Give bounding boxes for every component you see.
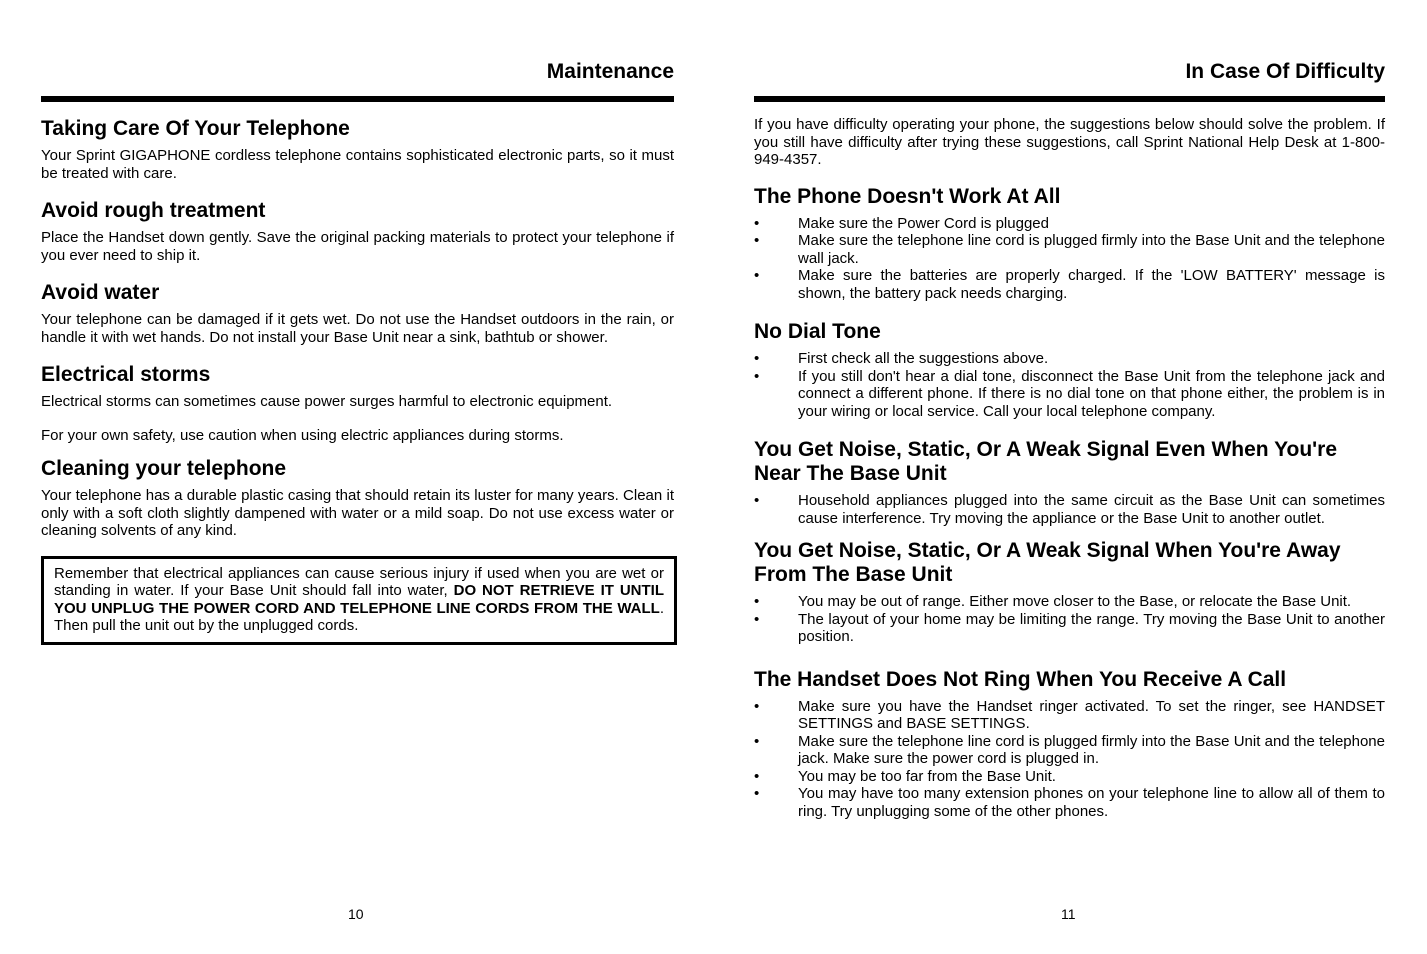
title-rule [41,96,674,102]
section-heading: Cleaning your telephone [41,457,287,480]
page-title: Maintenance [546,60,674,83]
bullet-list [754,593,1385,646]
bullet-icon: • [754,610,760,628]
list-item: • The layout of your home may be limiting the range. Try moving the Base Unit to another position. [754,610,1385,645]
section-body: Your telephone has a durable plastic casing that should retain its luster for many years. Clean it only with a soft cloth slightly dampened with water or a mild soap. Do not use excess water or cleaning solvents of any kind. [41,487,674,539]
list-item: • You may be too far from the Base Unit. [754,767,1056,785]
list-item: • Make sure you have the Handset ringer activated. To set the ringer, see HANDSET SETTINGS and BASE SETTINGS. [754,697,1385,732]
bullet-list [754,215,1385,303]
bullet-list [754,698,1385,821]
bullet-list [754,492,1385,527]
bullet-icon: • [754,267,760,284]
bullet-list [754,350,1385,420]
list-item: • First check all the suggestions above. [754,350,1049,367]
page-title: In Case Of Difficulty [1185,60,1385,83]
section-body: Electrical storms can sometimes cause power surges harmful to electronic equipment. [41,393,613,410]
section-heading: The Phone Doesn't Work At All [754,184,1061,208]
section-heading: Avoid rough treatment [41,199,266,222]
right-page [754,0,1385,954]
maintenance-content [41,116,674,645]
title-rule [754,96,1385,102]
intro-text: If you have difficulty operating your phone, the suggestions below should solve the problem. If you still have difficulty after trying these suggestions, call Sprint National Help Desk at 1-800-949-4357. [754,116,1385,168]
left-page [41,0,674,954]
bullet-icon: • [754,767,760,785]
list-item: • Household appliances plugged into the same circuit as the Base Unit can sometimes cause interference. Try moving the appliance or the Base Unit to another outlet. [754,492,1385,527]
warning-emphasis: DO NOT RETRIEVE IT UNTIL YOU UNPLUG THE POWER CORD AND TELEPHONE LINE CORDS FROM THE WALL [54,582,664,617]
warning-text: Remember that electrical appliances can cause serious injury if used when you are wet or standing in water. If your Base Unit should fall into water, [54,564,664,599]
list-item: • Make sure the Power Cord is plugged [754,214,1049,232]
difficulty-content [754,116,1385,838]
list-item: • You may be out of range. Either move closer to the Base, or relocate the Base Unit. [754,593,1352,610]
section-heading: No Dial Tone [754,320,881,343]
bullet-icon: • [754,697,760,715]
bullet-icon: • [754,350,760,367]
section-body: Your telephone can be damaged if it gets wet. Do not use the Handset outdoors in the rain, or handle it with wet hands. Do not install your Base Unit near a sink, bathtub or shower. [41,311,674,346]
section-body: Your Sprint GIGAPHONE cordless telephone contains sophisticated electronic parts, so it must be treated with care. [41,147,674,182]
bullet-icon: • [754,492,760,509]
bullet-icon: • [754,732,760,750]
section-body: Place the Handset down gently. Save the original packing materials to protect your telephone if you ever need to ship it. [41,229,674,264]
page-number: 11 [1061,906,1076,922]
list-item: • If you still don't hear a dial tone, disconnect the Base Unit from the telephone jack and connect a different phone. If there is no dial tone on that phone either, the problem is in your wiring or local service. Call your local telephone company. [754,367,1385,420]
bullet-icon: • [754,214,760,232]
bullet-icon: • [754,367,760,385]
warning-text-end: . Then pull the unit out by the unplugged cords. [54,599,664,634]
section-heading: The Handset Does Not Ring When You Receive A Call [754,667,1287,691]
warning-box [41,556,677,645]
list-item: • You may have too many extension phones on your telephone line to allow all of them to ring. Try unplugging some of the other phones. [754,785,1385,820]
section-heading: You Get Noise, Static, Or A Weak Signal Even When You're Near The Base Unit [754,438,1338,485]
section-heading: Electrical storms [41,363,211,386]
bullet-icon: • [754,785,760,802]
bullet-icon: • [754,232,760,249]
list-item: • Make sure the batteries are properly charged. If the 'LOW BATTERY' message is shown, the battery pack needs charging. [754,267,1385,302]
section-heading: Taking Care Of Your Telephone [41,117,350,140]
section-heading: Avoid water [41,281,160,304]
section-body: For your own safety, use caution when using electric appliances during storms. [41,426,564,444]
section-heading: You Get Noise, Static, Or A Weak Signal When You're Away From The Base Unit [754,539,1341,586]
list-item: • Make sure the telephone line cord is plugged firmly into the Base Unit and the telephone wall jack. [754,232,1385,267]
list-item: • Make sure the telephone line cord is plugged firmly into the Base Unit and the telephone jack. Make sure the power cord is plugged in. [754,732,1385,767]
page-number: 10 [348,906,364,922]
bullet-icon: • [754,593,760,610]
